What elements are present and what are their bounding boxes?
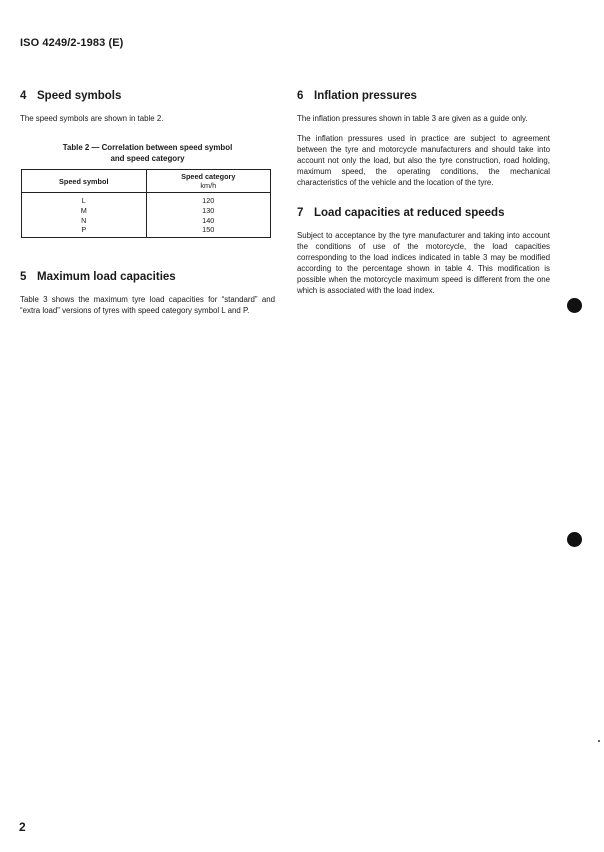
col-speed-category-header [146,170,271,193]
speed-category-cell: 130 [202,205,215,215]
speed-symbol-cell: P [22,225,147,237]
section-6-paragraph-1: The inflation pressures shown in table 3 are given as a guide only. [297,114,528,123]
section-4-number: 4 [20,90,27,102]
section-7-title: Load capacities at reduced speeds [314,207,505,219]
section-5-title: Maximum load capacities [37,271,176,284]
section-7-heading [297,206,550,220]
document-header: ISO 4249/2-1983 (E) [20,37,124,49]
speed-category-cell: 150 [202,225,215,235]
col-speed-symbol-header: Speed symbol [22,170,147,193]
speed-symbol-cell: N [22,216,147,226]
right-column [297,89,550,296]
section-7-text: Subject to acceptance by the tyre manufacturer and taking into account the conditions of use of the motorcycle, the load capacities corresponding to the load indices indicated in table 3 may be modified according to the percentage shown in table 4. This modification is possible when the motorcycle maximum speed is different from the one which is associated with the load index. [297,231,550,295]
section-6-heading [297,89,550,103]
speed-category-cell: 140 [202,215,215,225]
table-2-caption [20,142,275,164]
table-2-caption-line2: and speed category [110,154,185,163]
table-row [22,206,271,216]
table-2-caption-line1: Table 2 — Correlation between speed symbol [62,143,233,152]
section-5-number: 5 [20,271,27,284]
section-4-title: Speed symbols [37,90,122,102]
table-2 [21,169,271,238]
speed-symbol-cell: L [22,193,147,206]
table-row [22,216,271,226]
binder-hole-mark-bottom [567,532,582,547]
section-7-number: 7 [297,207,304,219]
section-6-paragraph-2: The inflation pressures used in practice are subject to agreement between the tyre and motorcycle manufacturers and should take into account not only the load, but also the tyre construction, road holding, maximum speed, the operating conditions, the mechanical characteristics of the vehicle and the location of the tyre. [297,134,550,187]
speed-symbol-cell: M [22,206,147,216]
section-5-heading [20,270,275,284]
col-speed-category-unit: km/h [200,181,217,190]
table-header-row [22,170,271,193]
section-4-heading [20,89,275,103]
table-row [22,193,271,206]
section-4-text: The speed symbols are shown in table 2. [20,114,164,123]
table-row [22,225,271,237]
page-number: 2 [19,820,26,834]
section-5-text: Table 3 shows the maximum tyre load capacities for “standard” and “extra load” versions of tyres with speed category symbol L and P. [20,295,275,316]
left-column [20,89,275,316]
section-6-title: Inflation pressures [314,90,417,102]
speed-category-cell: 120 [202,196,215,205]
section-6-number: 6 [297,90,304,102]
scan-speck [598,740,600,742]
binder-hole-mark-top [567,298,582,313]
col-speed-category-header-line1: Speed category [181,172,236,181]
